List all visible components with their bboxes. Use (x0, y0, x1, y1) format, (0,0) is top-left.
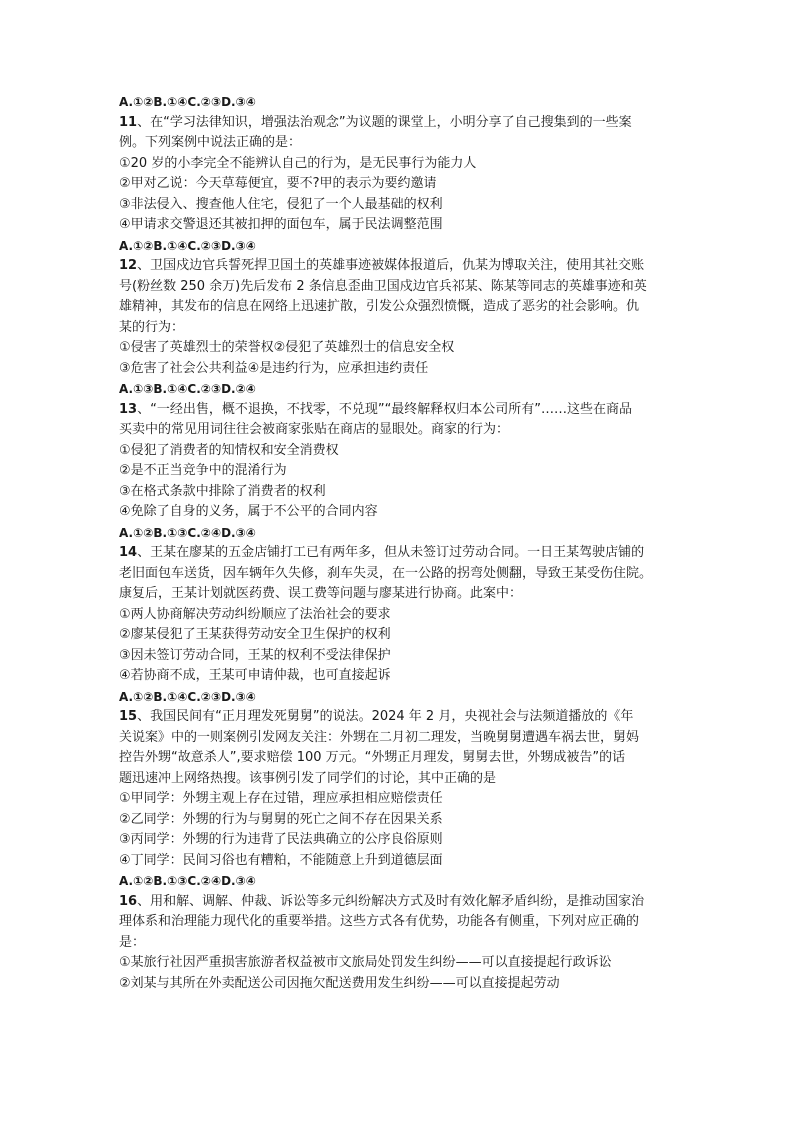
question-stem: 、卫国戍边官兵誓死捍卫国土的英雄事迹被媒体报道后，仇某为博取关注，使用其社交账 (137, 258, 645, 273)
question-11 (119, 113, 679, 257)
question-number: 12 (119, 258, 138, 273)
option: ③非法侵入、搜查他人住宅，侵犯了一个人最基础的权利 (119, 196, 443, 212)
question-15 (119, 707, 679, 892)
question-number: 16 (119, 893, 138, 909)
option: ④免除了自身的义务，属于不公平的合同内容 (119, 504, 378, 519)
question-12 (119, 256, 679, 400)
question-13 (119, 400, 679, 544)
option: ①甲同学：外甥主观上存在过错，理应承担相应赔偿责任 (119, 791, 443, 806)
question-number: 11 (119, 114, 138, 130)
option: ①两人协商解决劳动纠纷顺应了法治社会的要求 (119, 606, 391, 622)
answer-choices: A.①②B.①④C.②③D.③④ (119, 689, 256, 704)
question-stem: 例。下列案例中说法正确的是： (119, 135, 302, 150)
option: ②甲对乙说：今天草莓便宜，要不?甲的表示为要约邀请 (119, 176, 437, 191)
exam-page (119, 92, 679, 994)
option: ③危害了社会公共利益④是违约行为，应承担违约责任 (119, 360, 429, 376)
option: ④丁同学：民间习俗也有糟粕，不能随意上升到道德层面 (119, 852, 443, 868)
option: ②刘某与其所在外卖配送公司因拖欠配送费用发生纠纷——可以直接提起劳动 (119, 975, 560, 991)
option: ③在格式条款中排除了消费者的权利 (119, 483, 326, 499)
question-14 (119, 543, 679, 707)
question-stem: 买卖中的常见用词往往会被商家张贴在商店的显眼处。商家的行为： (119, 422, 510, 437)
question-16 (119, 892, 679, 995)
question-stem: 关说案》中的一则案例引发网友关注：外甥在二月初二理发，当晚舅舅遭遇车祸去世，舅妈 (119, 729, 640, 745)
option: ②乙同学：外甥的行为与舅舅的死亡之间不存在因果关系 (119, 811, 443, 827)
option: ①20 岁的小李完全不能辨认自己的行为，是无民事行为能力人 (119, 155, 477, 171)
question-stem: 雄精神，其发布的信息在网络上迅速扩散，引发公众强烈愤慨，造成了恶劣的社会影响。仇 (119, 299, 640, 314)
question-stem: 、“一经出售，概不退换，不找零，不兑现”“最终解释权归本公司所有”……这些在商品 (137, 401, 633, 417)
question-stem: 号(粉丝数 250 余万)先后发布 2 条信息歪曲卫国戍边官兵祁某、陈某等同志的英雄事迹和英 (119, 278, 647, 294)
question-stem: 理体系和治理能力现代化的重要举措。这些方式各有优势，功能各有侧重，下列对应正确的 (119, 914, 640, 929)
option: ②廖某侵犯了王某获得劳动安全卫生保护的权利 (119, 627, 391, 642)
question-stem: 康复后，王某计划就医药费、误工费等问题与廖某进行协商。此案中： (119, 586, 523, 601)
prev-answer-choices: A.①②B.①④C.②③D.③④ (119, 95, 256, 109)
option: ①侵害了英雄烈士的荣誉权②侵犯了英雄烈士的信息安全权 (119, 340, 455, 355)
option: ④甲请求交警退还其被扣押的面包车，属于民法调整范围 (119, 217, 443, 232)
question-stem: 题迅速冲上网络热搜。该事例引发了同学们的讨论，其中正确的是 (119, 770, 497, 786)
question-number: 13 (119, 401, 138, 417)
answer-choices: A.①②B.①④C.②③D.③④ (119, 238, 256, 253)
option: ①某旅行社因严重损害旅游者权益被市文旅局处罚发生纠纷——可以直接提起行政诉讼 (119, 955, 612, 970)
option: ③丙同学：外甥的行为违背了民法典确立的公序良俗原则 (119, 832, 443, 847)
question-stem: 、王某在廖某的五金店铺打工已有两年多，但从未签订过劳动合同。一日王某驾驶店铺的 (137, 545, 645, 560)
option: ①侵犯了消费者的知情权和安全消费权 (119, 442, 339, 458)
question-stem: 控告外甥“故意杀人”,要求赔偿 100 万元。“外甥正月理发，舅舅去世，外甥成被告”的话 (119, 750, 626, 765)
question-stem: 、我国民间有“正月理发死舅舅”的说法。2024 年 2 月，央视社会与法频道播放的《年 (137, 709, 634, 724)
option: ②是不正当竞争中的混淆行为 (119, 463, 287, 478)
question-stem: 老旧面包车送货，因车辆年久失修，刹车失灵，在一公路的拐弯处侧翻，导致王某受伤住院。 (119, 565, 653, 581)
question-stem: 、用和解、调解、仲裁、诉讼等多元纠纷解决方式及时有效化解矛盾纠纷，是推动国家治 (137, 893, 645, 909)
answer-choices: A.①③B.①④C.②③D.②④ (119, 382, 256, 396)
question-stem: 、在“学习法律知识，增强法治观念”为议题的课堂上，小明分享了自己搜集到的一些案 (137, 114, 632, 130)
question-number: 15 (119, 709, 138, 724)
option: ④若协商不成，王某可申请仲裁，也可直接起诉 (119, 668, 391, 683)
question-stem: 某的行为： (119, 319, 185, 335)
option: ③因未签订劳动合同，王某的权利不受法律保护 (119, 647, 391, 663)
question-stem: 是： (119, 934, 146, 950)
question-number: 14 (119, 545, 138, 560)
answer-choices: A.①②B.①③C.②④D.③④ (119, 525, 256, 540)
answer-choices: A.①②B.①③C.②④D.③④ (119, 874, 256, 888)
